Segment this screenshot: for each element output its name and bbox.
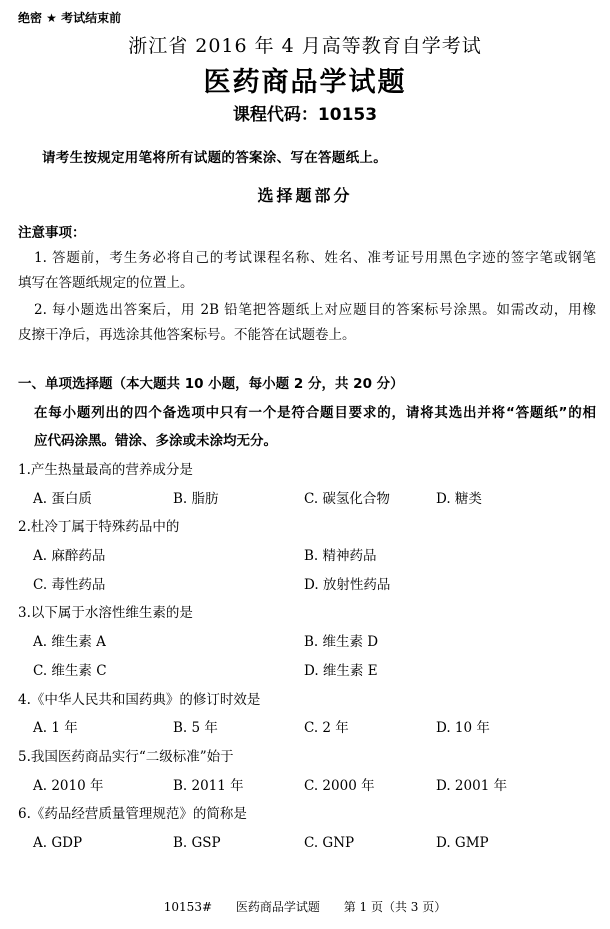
section-title: 选择题部分: [257, 186, 353, 205]
question-4-stem: 4.《中华人民共和国药典》的修订时效是: [18, 691, 261, 708]
option-b: B. GSP: [173, 834, 221, 851]
note-1-line-2: 填写在答题纸规定的位置上。: [18, 275, 194, 291]
option-b: B. 维生素 D: [304, 634, 379, 651]
course-code: 课程代码：10153: [232, 105, 378, 125]
question-6-options: [0, 829, 610, 858]
option-a: A. 2010 年: [33, 777, 104, 794]
option-b: B. 脂肪: [173, 490, 219, 507]
answer-instruction: 请考生按规定用笔将所有试题的答案涂、写在答题纸上。: [42, 150, 387, 166]
option-a: A. 蛋白质: [33, 490, 92, 507]
option-c: C. 毒性药品: [33, 576, 106, 593]
question-2-stem: 2.杜冷丁属于特殊药品中的: [18, 519, 180, 536]
question-3-stem: 3.以下属于水溶性维生素的是: [18, 605, 193, 622]
question-4-options: [0, 714, 610, 743]
option-c: C. GNP: [304, 834, 355, 851]
footer-paper-title: 医药商品学试题: [235, 900, 320, 914]
question-6-stem: 6.《药品经营质量管理规范》的简称是: [18, 806, 247, 823]
option-c: C. 2000 年: [304, 777, 375, 794]
option-d: D. 糖类: [436, 490, 482, 507]
option-b: B. 2011 年: [173, 777, 244, 794]
note-1-line-1: 1. 答题前，考生务必将自己的考试课程名称、姓名、准考证号用黑色字迹的签字笔或钢笔: [34, 250, 596, 266]
option-c: C. 碳氢化合物: [304, 490, 390, 507]
option-a: A. 1 年: [33, 720, 78, 737]
question-3-options-row-1: [0, 628, 610, 657]
option-d: D. 维生素 E: [304, 662, 378, 679]
question-5-options: [0, 772, 610, 801]
option-d: D. GMP: [436, 834, 489, 851]
paper-title: 医药商品学试题: [203, 67, 407, 98]
question-2-options-row-1: [0, 542, 610, 571]
notes-heading: 注意事项：: [18, 225, 86, 241]
option-d: D. 10 年: [436, 720, 490, 737]
option-b: B. 精神药品: [304, 548, 377, 565]
part-one-directions-line-2: 应代码涂黑。错涂、多涂或未涂均无分。: [34, 433, 277, 449]
footer-page-number: 第 1 页（共 3 页）: [343, 900, 447, 914]
part-one-directions-line-1: 在每小题列出的四个备选项中只有一个是符合题目要求的，请将其选出并将“答题纸”的相: [34, 405, 596, 421]
option-a: A. 维生素 A: [33, 634, 106, 651]
option-c: C. 维生素 C: [33, 662, 107, 679]
exam-title: 浙江省 2016 年 4 月高等教育自学考试: [128, 35, 482, 57]
option-b: B. 5 年: [173, 720, 218, 737]
question-5-stem: 5.我国医药商品实行“二级标准”始于: [18, 748, 234, 765]
footer-course-code: 10153#: [163, 900, 213, 914]
question-3-options-row-2: [0, 657, 610, 686]
confidential-label: 绝密 ★ 考试结束前: [18, 11, 122, 25]
note-2-line-2: 皮擦干净后，再选涂其他答案标号。不能答在试题卷上。: [18, 327, 356, 343]
option-d: D. 放射性药品: [304, 576, 391, 593]
question-list: [0, 456, 610, 858]
option-a: A. GDP: [33, 834, 83, 851]
option-a: A. 麻醉药品: [33, 548, 106, 565]
note-2-line-1: 2. 每小题选出答案后，用 2B 铅笔把答题纸上对应题目的答案标号涂黑。如需改动，用橡: [34, 302, 596, 318]
question-2-options-row-2: [0, 571, 610, 600]
option-d: D. 2001 年: [436, 777, 508, 794]
part-one-heading: 一、单项选择题（本大题共 10 小题，每小题 2 分，共 20 分）: [18, 376, 404, 392]
question-1-stem: 1.产生热量最高的营养成分是: [18, 462, 193, 478]
page-footer: [0, 900, 610, 914]
question-1-options: [0, 485, 610, 514]
option-c: C. 2 年: [304, 720, 349, 737]
